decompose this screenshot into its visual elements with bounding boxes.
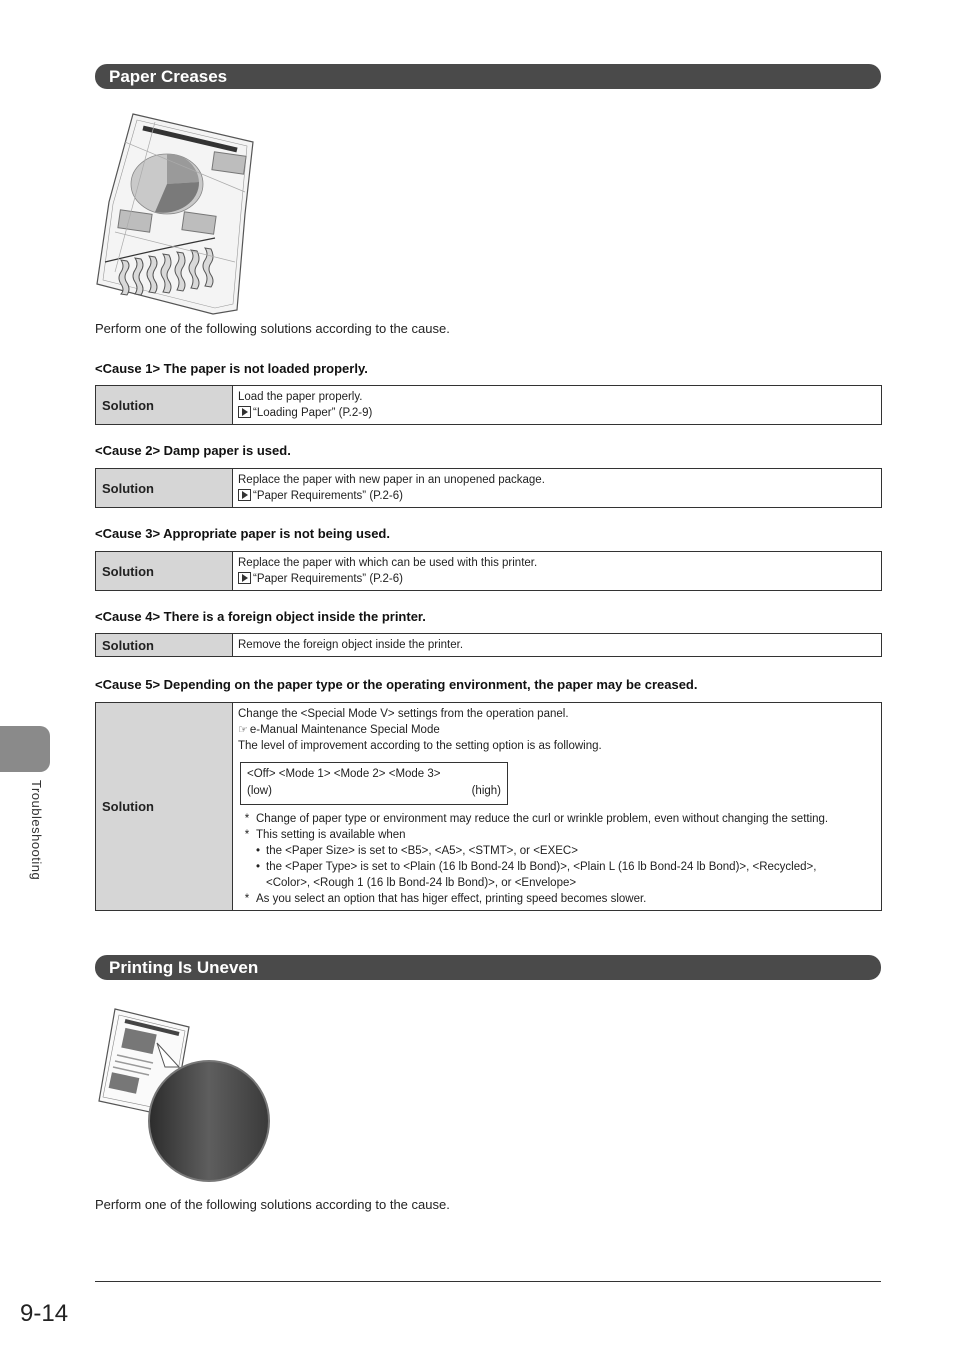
solution-label: Solution: [96, 552, 233, 591]
solution-text: [233, 386, 882, 425]
solution-line: Replace the paper with which can be used with this printer.: [238, 557, 538, 569]
mode-options: <Off> <Mode 1> <Mode 2> <Mode 3>: [247, 768, 441, 780]
cause-2-solution-table: [95, 468, 882, 508]
cause-4-title: <Cause 4> There is a foreign object inside the printer.: [95, 609, 426, 624]
note-2: * This setting is available when: [244, 829, 406, 841]
cause-3-solution-table: [95, 551, 882, 591]
cause-2-title: <Cause 2> Damp paper is used.: [95, 443, 291, 458]
solution-label: Solution: [96, 386, 233, 425]
emanual-reference[interactable]: [238, 722, 876, 738]
uneven-printing-illustration: [95, 1005, 275, 1185]
solution-text: [233, 703, 882, 911]
section-title-paper-creases: Paper Creases: [95, 64, 881, 89]
intro-text-uneven: Perform one of the following solutions according to the cause.: [95, 1197, 450, 1212]
reference-link[interactable]: [238, 488, 876, 504]
reference-arrow-icon: [238, 406, 251, 418]
solution-line: The level of improvement according to the setting option is as following.: [238, 740, 602, 752]
solution-text: [233, 469, 882, 508]
note-1: * Change of paper type or environment may reduce the curl or wrinkle problem, even without changing the setting.: [244, 813, 829, 825]
reference-text[interactable]: “Loading Paper” (P.2-9): [253, 407, 373, 419]
pointing-hand-icon: ☞: [238, 724, 248, 736]
cause-3-title: <Cause 3> Appropriate paper is not being used.: [95, 526, 390, 541]
reference-arrow-icon: [238, 489, 251, 501]
reference-link[interactable]: [238, 405, 876, 421]
emanual-path[interactable]: e-Manual Maintenance Special Mode: [249, 724, 440, 736]
solution-text: Remove the foreign object inside the printer.: [233, 634, 882, 657]
solution-line: Replace the paper with new paper in an unopened package.: [238, 474, 545, 486]
note-2-bullet-2-continued: <Color>, <Rough 1 (16 lb Bond-24 lb Bond)>, or <Envelope>: [266, 877, 577, 889]
note-2-bullet-1: • the <Paper Size> is set to <B5>, <A5>, <STMT>, or <EXEC>: [256, 845, 578, 857]
cause-1-solution-table: [95, 385, 882, 425]
solution-label: Solution: [96, 634, 233, 657]
reference-link[interactable]: [238, 571, 876, 587]
footer-divider: [95, 1281, 881, 1282]
reference-arrow-icon: [238, 572, 251, 584]
solution-line: Load the paper properly.: [238, 391, 363, 403]
cause-1-title: <Cause 1> The paper is not loaded properly.: [95, 361, 368, 376]
mode-scale-box: [240, 762, 508, 805]
solution-label: Solution: [96, 703, 233, 911]
cause-5-title: <Cause 5> Depending on the paper type or the operating environment, the paper may be creased.: [95, 677, 698, 692]
reference-text[interactable]: “Paper Requirements” (P.2-6): [253, 573, 403, 585]
reference-text[interactable]: “Paper Requirements” (P.2-6): [253, 490, 403, 502]
note-2-bullet-2: • the <Paper Type> is set to <Plain (16 lb Bond-24 lb Bond)>, <Plain L (16 lb Bond-24 lb Bond)>, <Recycled>,: [256, 861, 817, 873]
solution-label: Solution: [96, 469, 233, 508]
solution-line: Change the <Special Mode V> settings from the operation panel.: [238, 708, 569, 720]
intro-text-creases: Perform one of the following solutions according to the cause.: [95, 321, 450, 336]
section-title-printing-uneven: Printing Is Uneven: [95, 955, 881, 980]
note-3: * As you select an option that has higer effect, printing speed becomes slower.: [244, 893, 647, 905]
solution-text: [233, 552, 882, 591]
cause-5-solution-table: [95, 702, 882, 911]
creased-paper-illustration: [95, 112, 260, 317]
cause-4-solution-table: [95, 633, 882, 657]
mode-high-label: (high): [471, 785, 501, 797]
page-number: 9-14: [20, 1300, 69, 1327]
mode-low-label: (low): [247, 785, 272, 797]
chapter-tab-label: Troubleshooting: [29, 780, 44, 881]
chapter-tab: [0, 726, 50, 772]
